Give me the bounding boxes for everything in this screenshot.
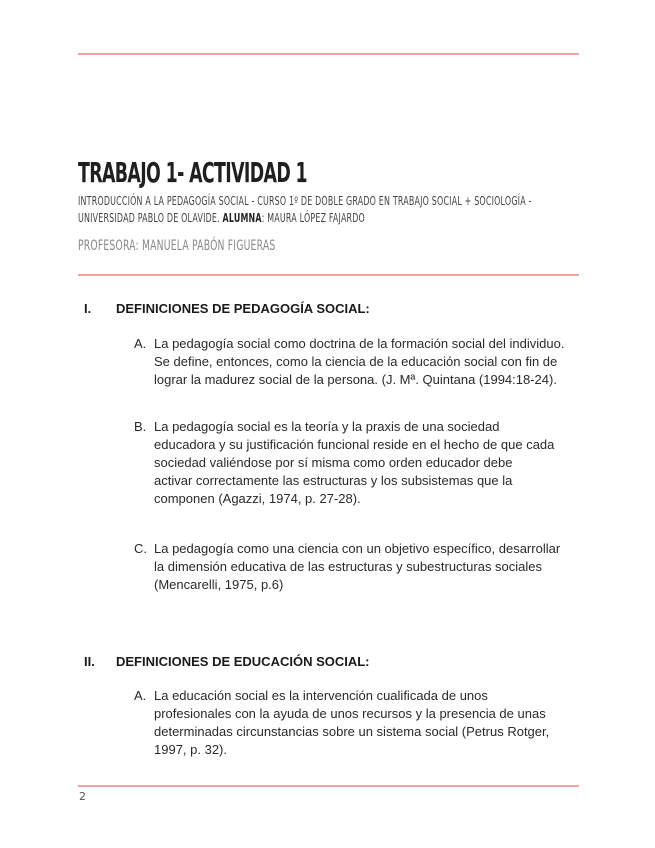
text-line: La pedagogía como una ciencia con un objetivo específico, desarrollar (154, 541, 561, 556)
section-heading-text: DEFINICIONES DE PEDAGOGÍA SOCIAL: (116, 301, 370, 316)
text-line: activar correctamente las estructuras y los subsistemas que la (154, 473, 513, 488)
text-line: (Mencarelli, 1975, p.6) (154, 577, 284, 592)
text-line: La educación social es la intervención cualificada de unos (154, 688, 488, 703)
text-line: componen (Agazzi, 1974, p. 27-28). (154, 491, 361, 506)
university-student-line (78, 211, 365, 225)
document-title: TRABAJO 1- ACTIVIDAD 1 (78, 156, 308, 189)
section-heading (84, 654, 370, 669)
text-line: lograr la madurez social de la persona. (J. Mª. Quintana (1994:18-24). (154, 372, 557, 387)
text-line: profesionales con la ayuda de unos recursos y la presencia de unas (154, 706, 546, 721)
section-numeral: II. (84, 654, 95, 669)
header-bottom-rule (78, 274, 579, 276)
list-item-text (154, 540, 584, 594)
list-item-text (154, 687, 584, 759)
text-line: sociedad valiéndose por sí misma como orden educador debe (154, 455, 513, 470)
section-heading (84, 301, 370, 316)
list-item-text (154, 335, 584, 389)
text-line: la dimensión educativa de las estructuras y subestructuras sociales (154, 559, 543, 574)
page-number: 2 (79, 790, 86, 803)
student-label: ALUMNA (222, 211, 262, 225)
text-line: La pedagogía social como doctrina de la formación social del individuo. (154, 336, 565, 351)
course-line: INTRODUCCIÓN A LA PEDAGOGÍA SOCIAL - CURSO 1º DE DOBLE GRADO EN TRABAJO SOCIAL + SOCIOLOGÍA - (78, 194, 532, 208)
text-line: La pedagogía social es la teoría y la praxis de una sociedad (154, 419, 500, 434)
section-numeral: I. (84, 301, 92, 316)
footer-rule (78, 785, 579, 787)
text-line: educadora y su justificación funcional reside en el hecho de que cada (154, 437, 555, 452)
list-item-letter: A. (134, 688, 147, 703)
list-item-letter: A. (134, 336, 147, 351)
text-line: determinadas circunstancias sobre un sistema social (Petrus Rotger, (154, 724, 550, 739)
university-name: UNIVERSIDAD PABLO DE OLAVIDE. (78, 211, 220, 225)
top-rule (78, 53, 579, 55)
student-name: : MAURA LÓPEZ FAJARDO (261, 211, 365, 225)
list-item-letter: C. (134, 541, 147, 556)
section-heading-text: DEFINICIONES DE EDUCACIÓN SOCIAL: (116, 654, 370, 669)
list-item-text (154, 418, 584, 508)
list-item-letter: B. (134, 419, 147, 434)
text-line: Se define, entonces, como la ciencia de la educación social con fin de (154, 354, 558, 369)
professor-line: PROFESORA: MANUELA PABÓN FIGUERAS (78, 238, 276, 254)
text-line: 1997, p. 32). (154, 742, 227, 757)
